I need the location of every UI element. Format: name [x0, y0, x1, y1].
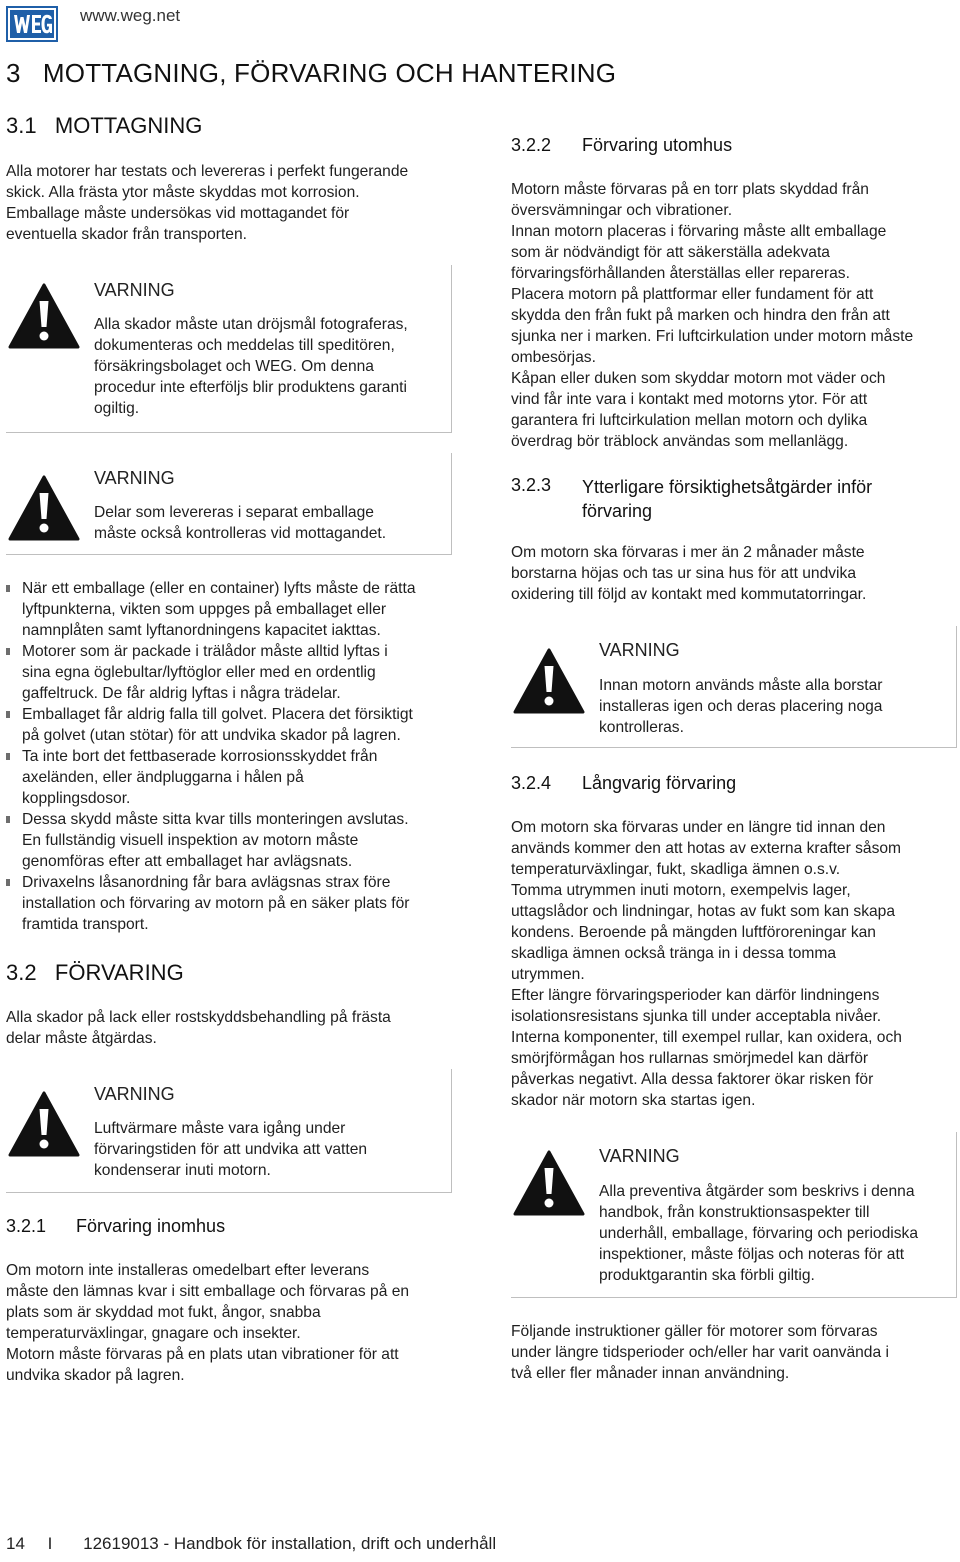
text-line: överdrag bör träblock användas som mellanlägg. [511, 433, 849, 450]
text-line: isolationsresistans sjunka till under acceptabla nivåer. [511, 1008, 882, 1025]
text-line: Om motorn ska förvaras under en längre tid innan den [511, 819, 886, 836]
text-line: skador när motorn ska startas igen. [511, 1092, 756, 1109]
subsection-number: 3.2.1 [6, 1216, 47, 1236]
text-line: kondenserar inuti motorn. [94, 1162, 271, 1179]
text-line: Alla preventiva åtgärder som beskrivs i denna [599, 1183, 915, 1200]
warning-box [6, 265, 452, 433]
text-line: dokumenteras och meddelas till speditören, [94, 337, 395, 354]
text-line: sjunka ner i marken. Fri luftcirkulation under motorn måste [511, 328, 914, 345]
text-line: installation och förvaring av motorn på en säker plats för [22, 895, 410, 912]
text-line: förvaringsförhållanden återställas eller repareras. [511, 265, 850, 282]
section-3-2-3-text [511, 542, 956, 605]
section-3-2-2-text [511, 179, 956, 452]
text-line: produktgarantin ska förbli giltig. [599, 1267, 815, 1284]
bullet-list [6, 578, 466, 935]
subsection-number: 3.2.2 [511, 135, 552, 155]
text-line: Alla motorer har testats och levereras i perfekt fungerande [6, 163, 409, 180]
text-line: Interna komponenter, till exempel rullar, kan oxidera, och [511, 1029, 902, 1046]
section-3-1-intro [6, 161, 466, 245]
footer-separator: I [47, 1534, 53, 1553]
warning-title: VARNING [94, 280, 175, 300]
text-line: uttagslådor och lindningar, hotas av fukt som kan skapa [511, 903, 896, 920]
text-line: namnplåten samt lyftanordningens kapacitet iakttas. [22, 622, 381, 639]
text-line: översvämningar och vibrationer. [511, 202, 733, 219]
warning-box [6, 1069, 452, 1193]
subsection-number: 3.2.4 [511, 773, 552, 793]
text-line: Innan motorn används måste alla borstar [599, 677, 883, 694]
text-line: En fullständig visuell inspektion av motorn måste [22, 832, 359, 849]
text-line: sina egna öglebultar/lyftöglor eller med en ordentlig [22, 664, 376, 681]
text-line: När ett emballage (eller en container) lyfts måste de rätta [22, 580, 416, 597]
text-line: utrymmen. [511, 966, 585, 983]
text-line: Dessa skydd måste sitta kvar tills monteringen avslutas. [22, 811, 409, 828]
text-line: används kommer den att hotas av externa krafter såsom [511, 840, 902, 857]
text-line: smörjförmågan hos rullarnas smörjmedel kan därför [511, 1050, 869, 1067]
section-3-2-4-text [511, 817, 956, 1111]
text-line: skadliga ämnen också tränga in i dessa tomma [511, 945, 837, 962]
warning-box [511, 626, 957, 748]
site-url[interactable]: www.weg.net [80, 6, 181, 25]
text-line: Ta inte bort det fettbaserade korrosionsskyddet från [22, 748, 378, 765]
warning-triangle-icon [8, 283, 80, 349]
text-line: skydda den från fukt på marken och hindra den från att [511, 307, 890, 324]
section-heading-3-2: 3.2 FÖRVARING [6, 960, 184, 985]
text-line: måste den lämnas kvar i sitt emballage och förvaras på en [6, 1283, 410, 1300]
footer-text: 12619013 - Handbok för installation, drift och underhåll [83, 1534, 497, 1553]
text-line: kontrolleras. [599, 719, 684, 736]
section-heading-3-1: 3.1 MOTTAGNING [6, 113, 203, 138]
text-line: genomföras efter att emballaget har avlägsnats. [22, 853, 353, 870]
warning-text [94, 314, 454, 419]
text-line: temperaturväxlingar, gnagare och insekter. [6, 1325, 301, 1342]
text-line: underhåll, emballage, förvaring och periodiska [599, 1225, 918, 1242]
text-line: Kåpan eller duken som skyddar motorn mot väder och [511, 370, 886, 387]
text-line: lyftpunkterna, vikten som uppges på emballaget eller [22, 601, 387, 618]
warning-box [6, 453, 452, 555]
page-title: 3 MOTTAGNING, FÖRVARING OCH HANTERING [6, 58, 617, 88]
warning-box [511, 1132, 957, 1298]
text-line: eventuella skador från transporten. [6, 226, 247, 243]
page-footer [6, 1534, 496, 1554]
warning-title: VARNING [599, 1146, 680, 1166]
text-line: plats som är skyddad mot fukt, ångor, snabba [6, 1304, 321, 1321]
warning-triangle-icon [513, 648, 585, 714]
text-line: Motorn måste förvaras på en plats utan vibrationer för att [6, 1346, 399, 1363]
text-line: Följande instruktioner gäller för motorer som förvaras [511, 1323, 878, 1340]
text-line: procedur inte efterföljs blir produktens garanti [94, 379, 407, 396]
subsection-title: Förvaring inomhus [76, 1216, 226, 1236]
text-line: försäkringsbolaget och WEG. Om denna [94, 358, 374, 375]
text-line: handbok, från konstruktionsaspekter till [599, 1204, 870, 1221]
weg-logo [6, 6, 58, 42]
warning-text [94, 1118, 454, 1181]
text-line: undvika skador på lagren. [6, 1367, 185, 1384]
text-line: Emballage måste undersökas vid mottagandet för [6, 205, 350, 222]
text-line: Innan motorn placeras i förvaring måste allt emballage [511, 223, 887, 240]
text-line: oxidering till följd av kontakt med kommutatorringar. [511, 586, 867, 603]
text-line: ogiltig. [94, 400, 140, 417]
text-line: Efter längre förvaringsperioder kan därför lindningens [511, 987, 880, 1004]
text-line: delar måste åtgärdas. [6, 1030, 157, 1047]
text-line: borstarna höjas och tas ur sina hus för att undvika [511, 565, 856, 582]
list-item [6, 872, 466, 935]
subsection-number: 3.2.3 [511, 475, 552, 495]
text-line: inspektioner, måste följas och noteras för att [599, 1246, 905, 1263]
warning-triangle-icon [513, 1150, 585, 1216]
text-line: Drivaxelns låsanordning får bara avlägsnas strax före [22, 874, 391, 891]
text-line: Tomma utrymmen inuti motorn, exempelvis lager, [511, 882, 851, 899]
text-line: förvaring [582, 501, 653, 521]
list-item [6, 704, 466, 746]
text-line: Delar som levereras i separat emballage [94, 504, 374, 521]
text-line: påverkas negativt. Alla dessa faktorer ökar risken för [511, 1071, 874, 1088]
text-line: förvaringstiden för att undvika att vatten [94, 1141, 368, 1158]
text-line: Luftvärmare måste vara igång under [94, 1120, 346, 1137]
warning-text [599, 675, 954, 738]
text-line: Om motorn inte installeras omedelbart efter leverans [6, 1262, 370, 1279]
text-line: Ytterligare försiktighetsåtgärder inför [582, 477, 873, 497]
text-line: temperaturväxlingar, fukt, skadliga ämnen o.s.v. [511, 861, 841, 878]
text-line: måste också kontrolleras vid mottagandet. [94, 525, 387, 542]
warning-triangle-icon [8, 475, 80, 541]
warning-triangle-icon [8, 1091, 80, 1157]
page-number: 14 [6, 1534, 25, 1553]
list-item [6, 641, 466, 704]
text-line: vind får inte vara i kontakt med motorns ytor. För att [511, 391, 868, 408]
text-line: installeras igen och deras placering noga [599, 698, 883, 715]
text-line: Alla skador på lack eller rostskyddsbehandling på frästa [6, 1009, 391, 1026]
text-line: kopplingsdosor. [22, 790, 131, 807]
subsection-title: Förvaring utomhus [582, 135, 733, 155]
text-line: Alla skador måste utan dröjsmål fotograferas, [94, 316, 408, 333]
list-item [6, 578, 466, 641]
text-line: garantera fri luftcirkulation mellan motorn och dylika [511, 412, 868, 429]
section-3-2-intro [6, 1007, 466, 1049]
text-line: axeländen, eller ändpluggarna i hålen på [22, 769, 304, 786]
list-item [6, 746, 466, 809]
warning-title: VARNING [94, 1084, 175, 1104]
text-line: Motorn måste förvaras på en torr plats skyddad från [511, 181, 869, 198]
text-line: Emballaget får aldrig falla till golvet. Placera det försiktigt [22, 706, 413, 723]
text-line: ombesörjas. [511, 349, 596, 366]
subsection-title [582, 475, 872, 523]
warning-title: VARNING [599, 640, 680, 660]
text-line: framtida transport. [22, 916, 149, 933]
text-line: som är nödvändigt för att säkerställa adekvata [511, 244, 830, 261]
text-line: kondens. Beroende på mängden luftföroreningar kan [511, 924, 876, 941]
warning-title: VARNING [94, 468, 175, 488]
text-line: under längre tidsperioder och/eller har varit oanvända i [511, 1344, 889, 1361]
text-line: Motorer som är packade i trälådor måste alltid lyftas i [22, 643, 388, 660]
text-line: Placera motorn på plattformar eller fundament för att [511, 286, 874, 303]
warning-text [599, 1181, 954, 1286]
text-line: Om motorn ska förvaras i mer än 2 månader måste [511, 544, 865, 561]
text-line: på golvet (utan stötar) för att undvika skador på lagren. [22, 727, 401, 744]
text-line: skick. Alla frästa ytor måste skyddas mot korrosion. [6, 184, 360, 201]
list-item [6, 809, 466, 872]
warning-text [94, 502, 454, 544]
section-3-2-1-text [6, 1260, 466, 1386]
section-3-2-4-closing [511, 1321, 956, 1384]
subsection-title: Långvarig förvaring [582, 773, 737, 793]
text-line: två eller fler månader innan användning. [511, 1365, 790, 1382]
text-line: gaffeltruck. De får aldrig lyftas i några trädelar. [22, 685, 341, 702]
